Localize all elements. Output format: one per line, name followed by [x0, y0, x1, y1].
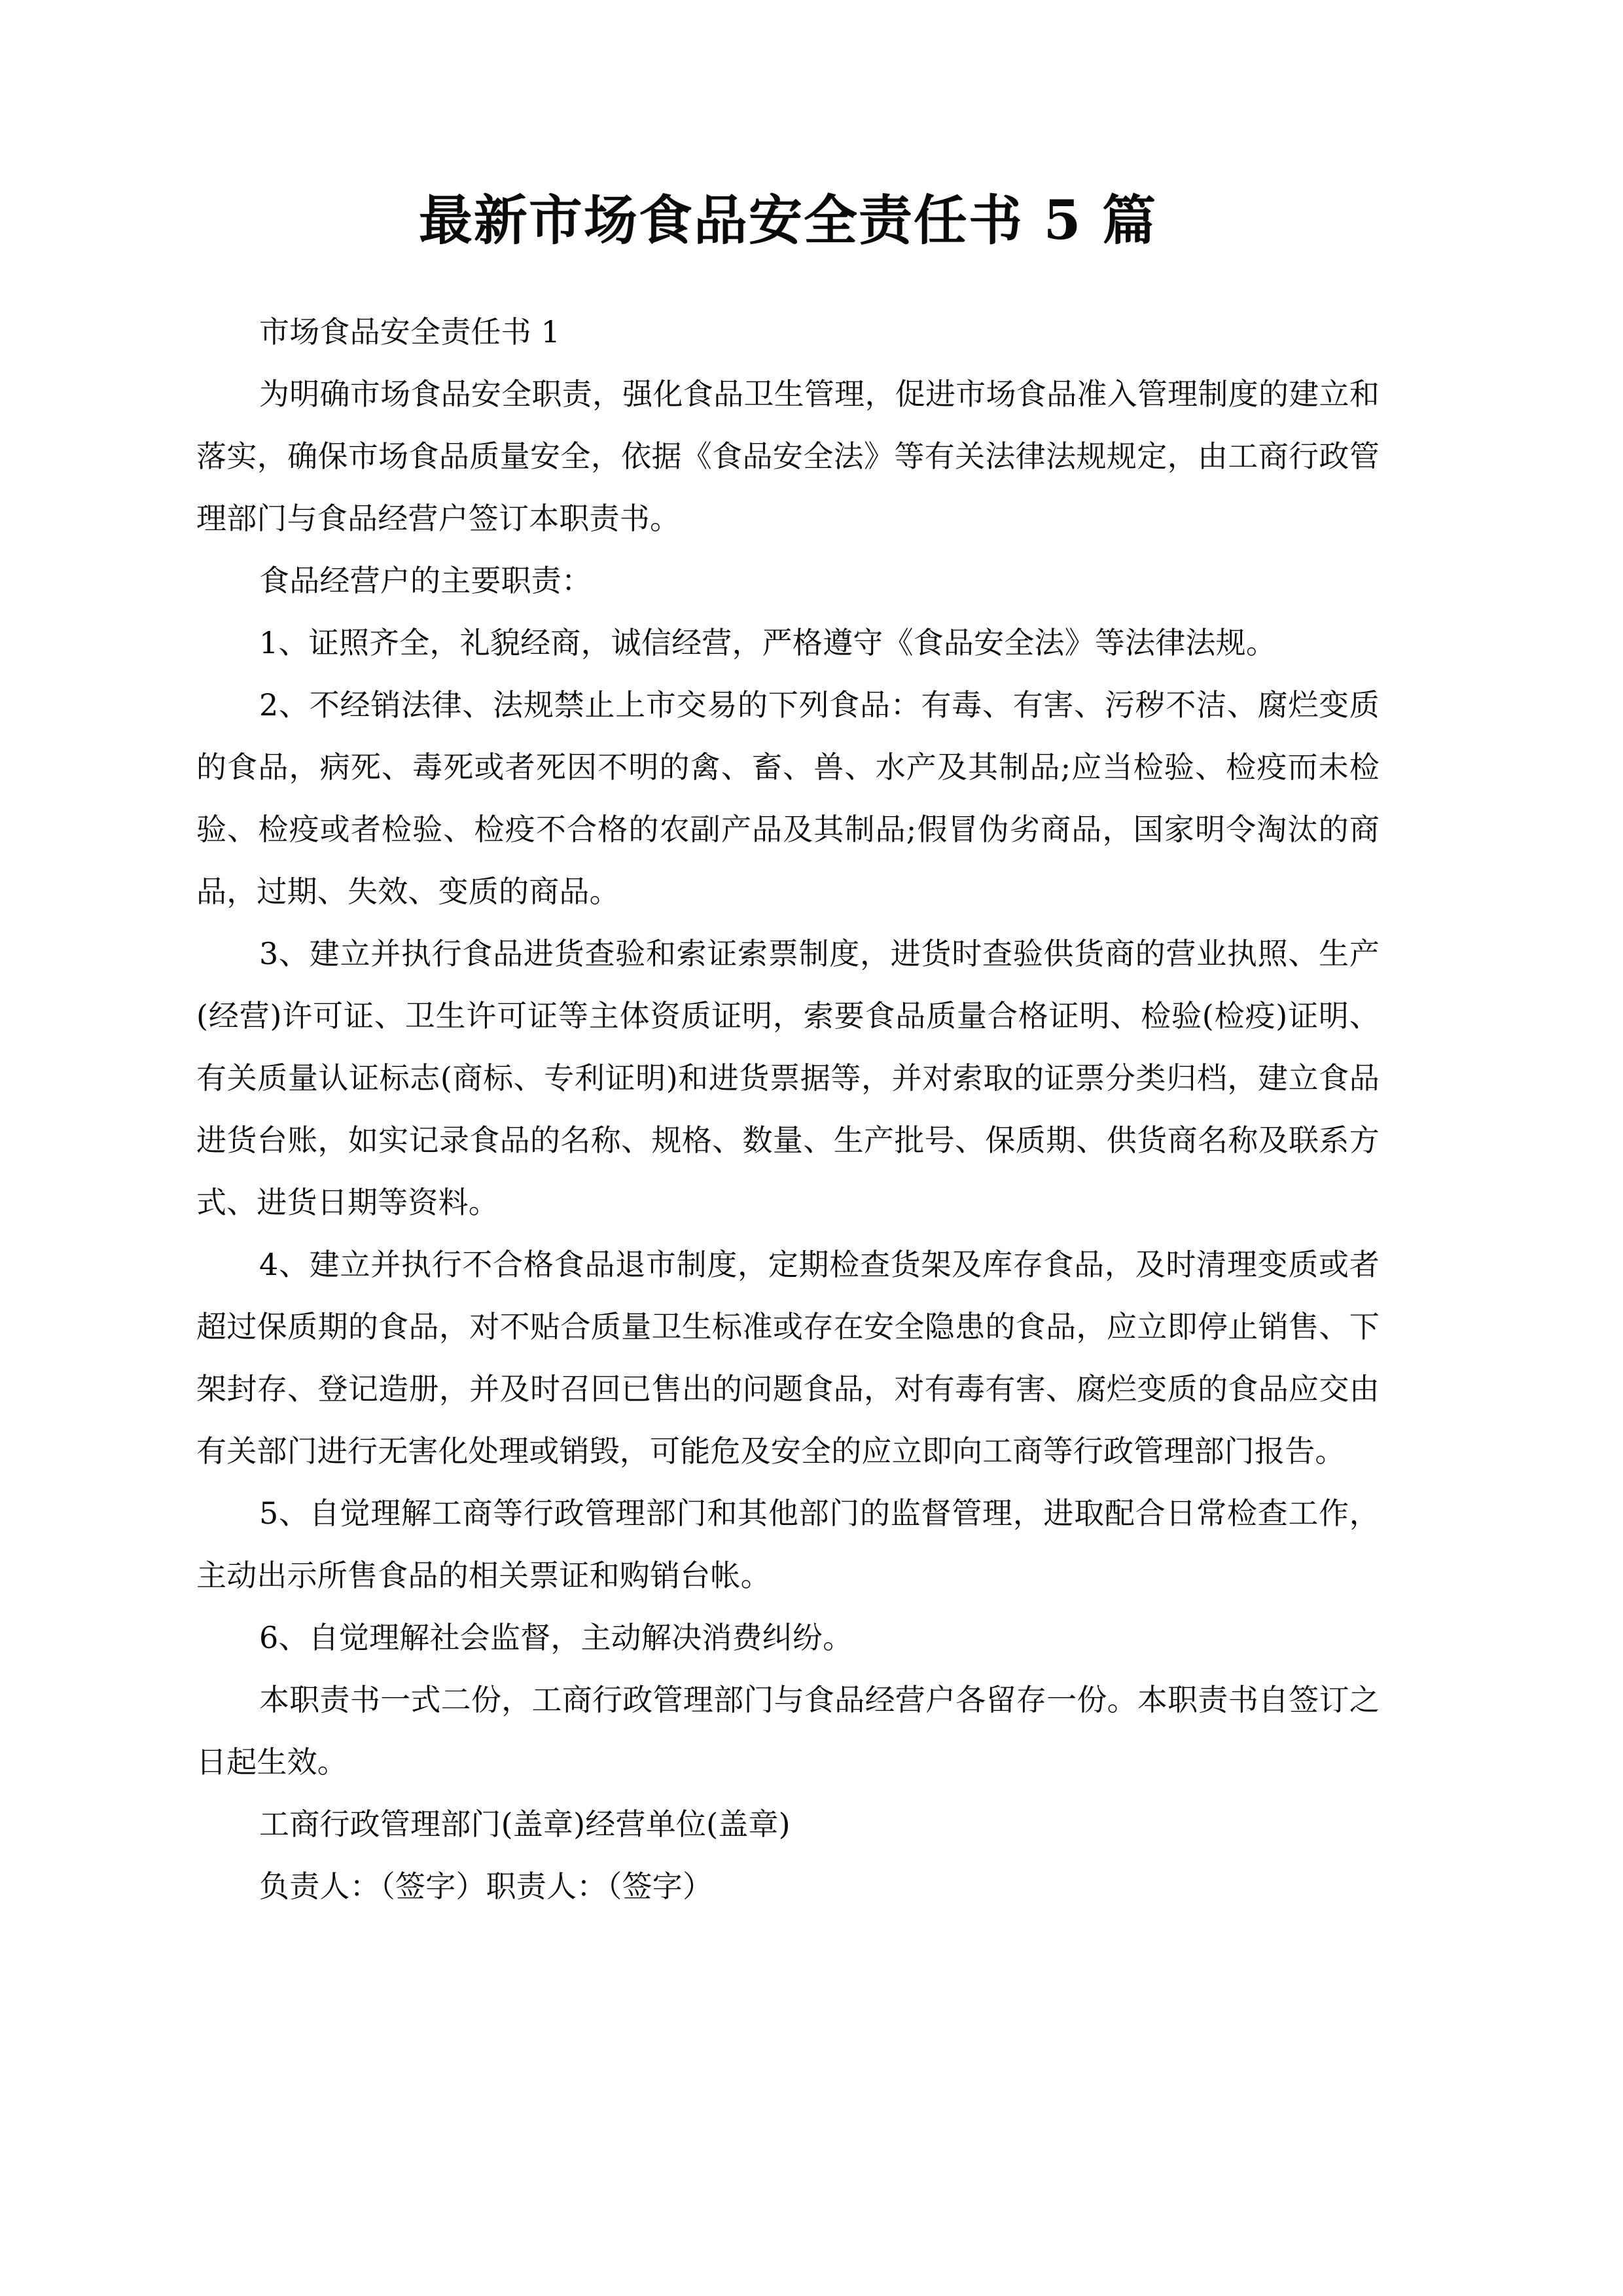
duty-item-4: 4、建立并执行不合格食品退市制度，定期检查货架及库存食品，及时清理变质或者超过保质期的食品，对不贴合质量卫生标准或存在安全隐患的食品，应立即停止销售、下架封存、登记造册，并及时召回已售出的问题食品，对有毒有害、腐烂变质的食品应交由有关部门进行无害化处理或销毁，可能危及安全的应立即向工商等行政管理部门报告。	[196, 1247, 1380, 1469]
duty-item-5: 5、自觉理解工商等行政管理部门和其他部门的监督管理，进取配合日常检查工作，主动出示所售食品的相关票证和购销台帐。	[196, 1496, 1380, 1593]
document-body	[196, 247, 1380, 1918]
intro-paragraph: 为明确市场食品安全职责，强化食品卫生管理，促进市场食品准入管理制度的建立和落实，确保市场食品质量安全，依据《食品安全法》等有关法律法规规定，由工商行政管理部门与食品经营户签订本职责书。	[196, 376, 1380, 536]
signature-line-person: 负责人：（签字）职责人：（签字）	[259, 1869, 713, 1904]
duty-item-1: 1、证照齐全，礼貌经商，诚信经营，严格遵守《食品安全法》等法律法规。	[259, 625, 1277, 660]
signature-line-stamp: 工商行政管理部门(盖章)经营单位(盖章)	[259, 1806, 791, 1842]
duty-item-6: 6、自觉理解社会监督，主动解决消费纠纷。	[259, 1620, 853, 1655]
section-heading-1: 市场食品安全责任书 1	[259, 314, 561, 350]
duty-item-3: 3、建立并执行食品进货查验和索证索票制度，进货时查验供货商的营业执照、生产(经营)许可证、卫生许可证等主体资质证明，索要食品质量合格证明、检验(检疫)证明、有关质量认证标志(商标、专利证明)和进货票据等，并对索取的证票分类归档，建立食品进货台账，如实记录食品的名称、规格、数量、生产批号、保质期、供货商名称及联系方式、进货日期等资料。	[196, 936, 1380, 1220]
closing-paragraph: 本职责书一式二份，工商行政管理部门与食品经营户各留存一份。本职责书自签订之日起生效。	[196, 1682, 1380, 1780]
duties-heading: 食品经营户的主要职责：	[259, 563, 592, 598]
duty-item-2: 2、不经销法律、法规禁止上市交易的下列食品：有毒、有害、污秽不洁、腐烂变质的食品，病死、毒死或者死因不明的禽、畜、兽、水产及其制品;应当检验、检疫而未检验、检疫或者检验、检疫不合格的农副产品及其制品;假冒伪劣商品，国家明令淘汰的商品，过期、失效、变质的商品。	[196, 687, 1380, 909]
document-content-column	[196, 0, 1380, 1918]
page-title: 最新市场食品安全责任书 5 篇	[418, 189, 1158, 252]
